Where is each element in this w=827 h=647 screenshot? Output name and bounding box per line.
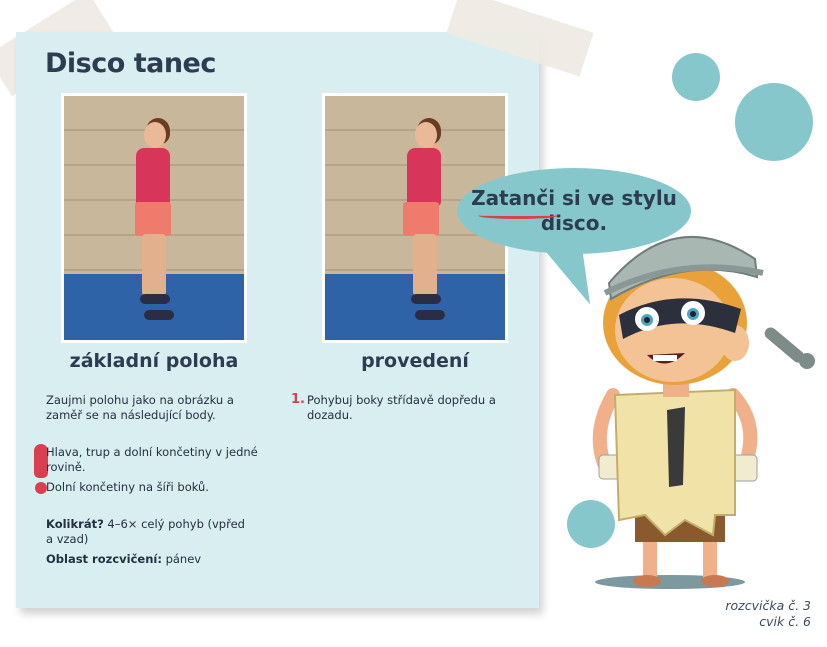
step-number: 1. — [291, 392, 305, 407]
area-value: pánev — [161, 552, 202, 566]
photo-base-position — [61, 93, 247, 343]
speech-bubble-text: Zatanči si ve stylu disco. — [471, 186, 677, 235]
caption-base-position: základní poloha — [69, 350, 239, 372]
reps-info — [46, 517, 246, 547]
intro-text: Zaujmi polohu jako na obrázku a zaměř se na následující body. — [46, 393, 234, 422]
footer-exercise-number: cvik č. 6 — [759, 614, 811, 629]
page-title: Disco tanec — [45, 48, 216, 79]
text-underline — [478, 212, 558, 219]
decorative-circle — [672, 53, 720, 101]
note-item: Dolní končetiny na šíři boků. — [46, 480, 209, 494]
reps-value: 4–6× celý pohyb (vpřed a vzad) — [46, 517, 245, 546]
footer-warmup-number: rozcvička č. 3 — [725, 598, 811, 613]
step-text: Pohybuj boky střídavě dopředu a dozadu. — [307, 393, 496, 422]
area-info — [46, 552, 266, 567]
cartoon-character — [585, 215, 825, 595]
footer-reference — [725, 598, 811, 630]
reps-label: Kolikrát? — [46, 517, 104, 531]
caption-execution: provedení — [361, 350, 469, 372]
decorative-circle — [735, 83, 813, 161]
note-item: Hlava, trup a dolní končetiny v jedné rovině. — [46, 445, 258, 474]
area-label: Oblast rozcvičení: — [46, 552, 162, 566]
